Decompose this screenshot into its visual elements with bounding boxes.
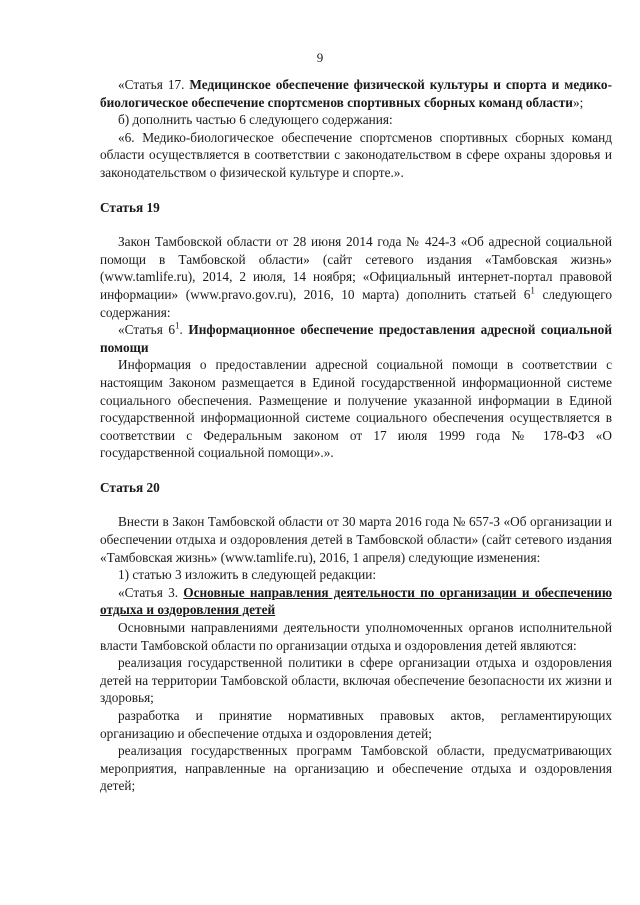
article-19-heading: Статья 19 (100, 199, 160, 215)
directions-intro: Основными направлениями деятельности уполномоченных органов исполнительной власти Тамбовской области по организации отдыха и оздоровления детей являются: (100, 620, 612, 653)
item-1: 1) статью 3 изложить в следующей редакции: (118, 567, 377, 583)
article-6-1-title: Информационное обеспечение предоставления адресной социальной помощи (100, 322, 612, 355)
law-424-superscript: 1 (530, 285, 535, 296)
article-17-suffix: »; (572, 94, 584, 110)
article-6-1-superscript: 1 (175, 320, 180, 331)
direction-item: разработка и принятие нормативных правовых актов, регламентирующих организацию и обеспечение отдыха и оздоровления детей; (100, 708, 612, 741)
article-17-title: Медицинское обеспечение физической культуры и спорта и медико-биологическое обеспечение спортсменов спортивных сборных команд области (100, 77, 612, 110)
law-424-text: Закон Тамбовской области от 28 июня 2014 года № 424-З «Об адресной социальной помощи в Тамбовской области» (сайт сетевого издания «Тамбовская жизнь» (www.tamlife.ru), 2014, 2 июля, 14 ноября; «Официальный интернет-портал правовой информации» (www.pravo.gov.ru), 2016, 10 марта) дополнить статьей 6 (100, 234, 612, 302)
article-6-1-heading (100, 321, 612, 356)
article-6-1-dot: . (179, 322, 189, 338)
article-3-heading (100, 584, 612, 619)
article-3-title: Основные направления деятельности по организации и обеспечению отдыха и оздоровления детей (100, 584, 612, 618)
part-6-text: «6. Медико-биологическое обеспечение спортсменов спортивных сборных команд области осуществляется в соответствии с законодательством в сфере охраны здоровья и законодательством о физической культуре и спорте.». (100, 129, 612, 180)
page-number: 9 (316, 50, 324, 65)
document-body (100, 76, 612, 795)
item-b: б) дополнить частью 6 следующего содержания: (118, 112, 393, 128)
article-17-prefix: «Статья 17. (118, 77, 190, 92)
article-6-1-prefix: «Статья 6 (118, 322, 176, 338)
direction-item: реализация государственных программ Тамбовской области, предусматривающих мероприятия, направленные на организацию и обеспечение отдыха и оздоровления детей; (100, 743, 612, 794)
article-20-heading: Статья 20 (100, 479, 160, 495)
article-3-prefix: «Статья 3. (118, 584, 184, 600)
direction-item: реализация государственной политики в сфере организации отдыха и оздоровления детей на территории Тамбовской области, включая обеспечение безопасности их жизни и здоровья; (100, 655, 612, 706)
article-19-body (100, 233, 612, 321)
article-6-1-body: Информация о предоставлении адресной социальной помощи в соответствии с настоящим Законом размещается в Единой государственной информационной системе социального обеспечения. Размещение и получение указанной информации в Единой государственной информационной системе социального обеспечения осуществляется в соответствии с Федеральным законом от 17 июля 1999 года № 178-ФЗ «О государственной социальной помощи».». (100, 357, 612, 461)
law-424-text-end: следующего содержания: (100, 286, 612, 320)
article-20-intro: Внести в Закон Тамбовской области от 30 марта 2016 года № 657-З «Об организации и обеспечении отдыха и оздоровления детей в Тамбовской области» (сайт сетевого издания «Тамбовская жизнь» (www.tamlife.ru), 2016, 1 апреля) следующие изменения: (100, 514, 612, 565)
article-17-heading (100, 76, 612, 111)
